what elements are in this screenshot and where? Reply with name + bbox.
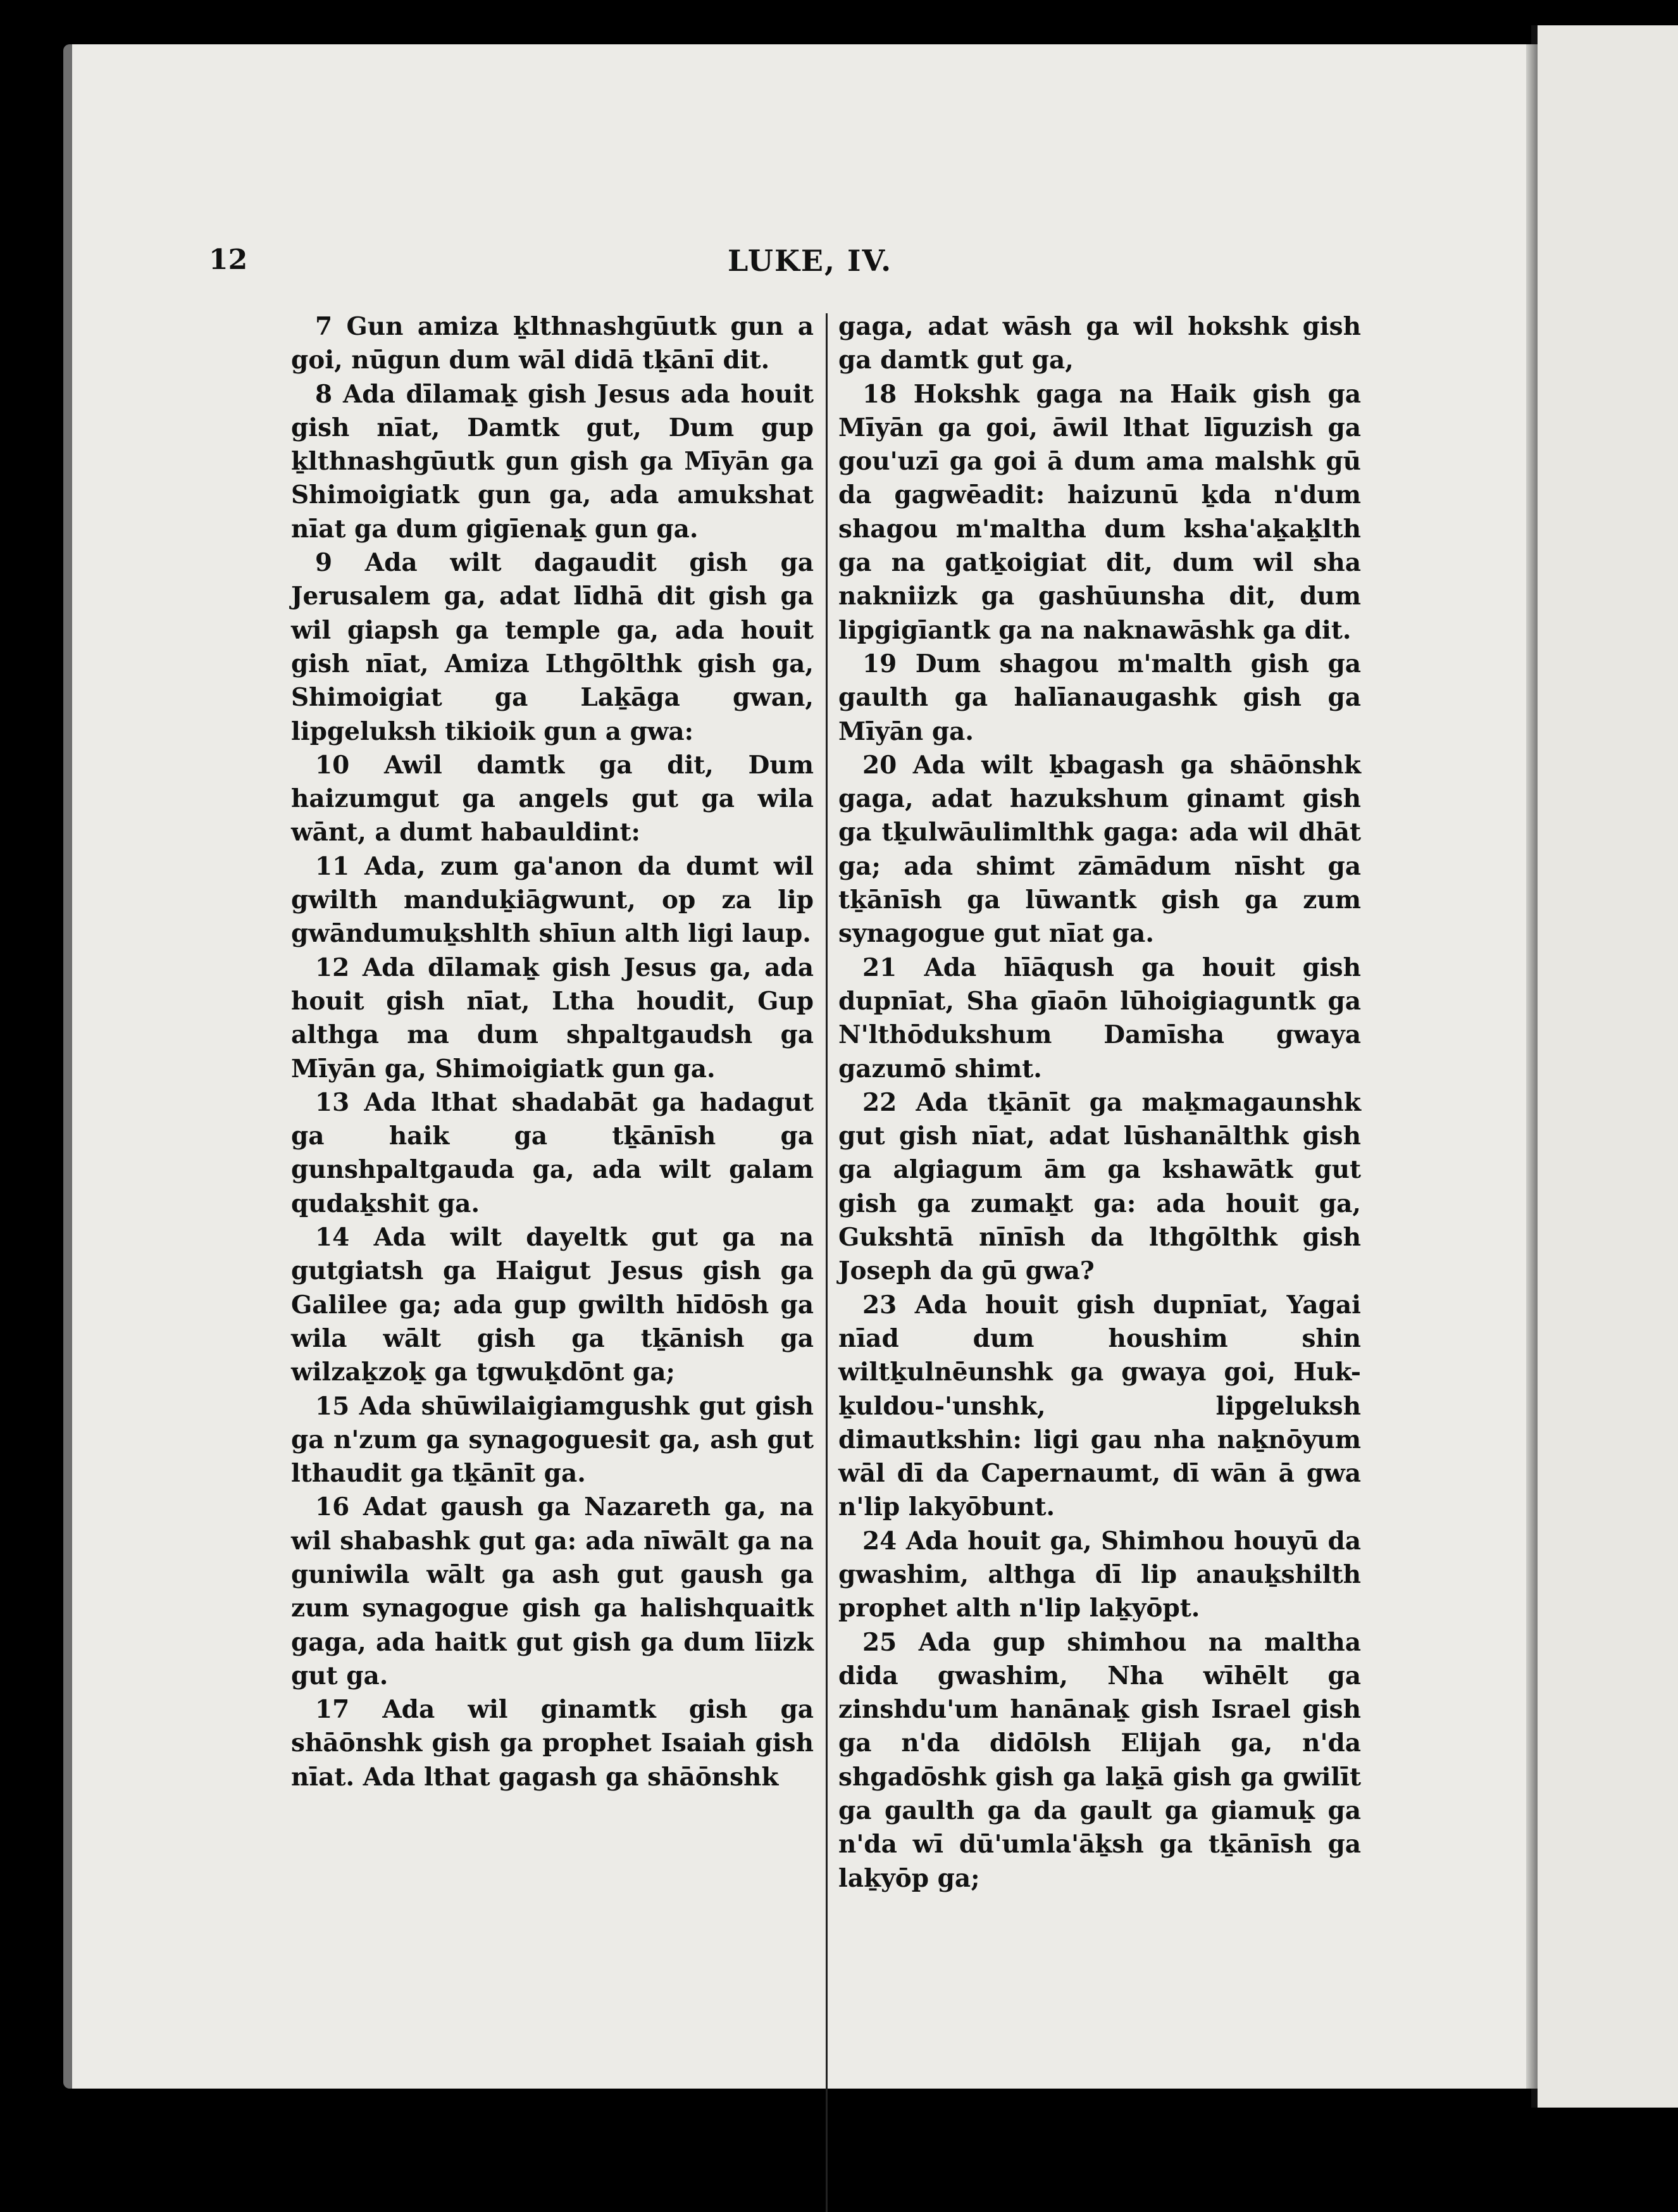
verse-paragraph: 22 Ada tḵānīt ga maḵmagaunshk gut gish nīat, adat lūshanālthk gish ga algiagum ām ga kshawātk gut gish ga zumaḵt ga: ada houit ga, Gukshtā nīnīsh da lthgōlthk gish Joseph da gū gwa?	[838, 1087, 1361, 1286]
verse-paragraph: 19 Dum shagou m'malth gish ga gaulth ga halīanaugashk gish ga Mīyān ga.	[838, 649, 1361, 746]
verse-paragraph: 14 Ada wilt dayeltk gut ga na gutgiatsh ga Haigut Jesus gish ga Galilee ga; ada gup gwilth hīdōsh ga wila wālt gish ga tḵānish ga wilzaḵzoḵ ga tgwuḵdōnt ga;	[291, 1223, 814, 1387]
verse-paragraph: 11 Ada, zum ga'anon da dumt wil gwilth manduḵiāgwunt, op za lip gwāndumuḵshlth shīun alth ligi laup.	[291, 851, 814, 949]
verse-paragraph: 21 Ada hīāqush ga houit gish dupnīat, Sha gīaōn lūhoigiaguntk ga N'lthōdukshum Damīsha gwaya gazumō shimt.	[838, 953, 1361, 1084]
left-column	[291, 310, 814, 1794]
page-title: LUKE, IV.	[728, 244, 893, 278]
verse-paragraph: 12 Ada dīlamaḵ gish Jesus ga, ada houit gish nīat, Ltha houdit, Gup althga ma dum shpaltgaudsh ga Mīyān ga, Shimoigiatk gun ga.	[291, 953, 814, 1084]
page-edge-shadow	[1526, 44, 1538, 2089]
running-head	[0, 244, 1678, 282]
verse-paragraph: 24 Ada houit ga, Shimhou houyū da gwashim, althga dī lip anauḵshilth prophet alth n'lip laḵyōpt.	[838, 1526, 1361, 1623]
verse-paragraph: 17 Ada wil ginamtk gish ga shāōnshk gish ga prophet Isaiah gish nīat. Ada lthat gagash ga shāōnshk	[291, 1695, 814, 1792]
verse-paragraph: 25 Ada gup shimhou na maltha dida gwashim, Nha wīhēlt ga zinshdu'um hanānaḵ gish Israel gish ga n'da didōlsh Elijah ga, n'da shgadōshk gish ga laḵā gish ga gwilīt ga gaulth ga da gault ga giamuḵ ga n'da wī dū'umla'āḵsh ga tḵānīsh ga laḵyōp ga;	[838, 1627, 1361, 1893]
verse-paragraph: 7 Gun amiza ḵlthnashgūutk gun a goi, nūgun dum wāl didā tḵānī dit.	[291, 312, 814, 375]
verse-paragraph: 10 Awil damtk ga dit, Dum haizumgut ga angels gut ga wila wānt, a dumt habauldint:	[291, 750, 814, 847]
verse-paragraph: 18 Hokshk gaga na Haik gish ga Mīyān ga goi, āwil lthat līguzish ga gou'uzī ga goi ā dum ama malshk gū da gagwēadit: haizunū ḵda n'dum shagou m'maltha dum ksha'aḵaḵlth ga na gatḵoigiat dit, dum wil sha nakniizk ga gashūunsha dit, dum lipgigīantk ga na naknawāshk ga dit.	[838, 379, 1361, 645]
page-number: 12	[209, 244, 248, 276]
verse-paragraph: 15 Ada shūwilaigiamgushk gut gish ga n'zum ga synagoguesit ga, ash gut lthaudit ga tḵānīt ga.	[291, 1391, 814, 1489]
facing-page-edge	[1538, 25, 1678, 2108]
verse-paragraph: 16 Adat gaush ga Nazareth ga, na wil shabashk gut ga: ada nīwālt ga na guniwila wālt ga ash gut gaush ga zum synagogue gish ga halishquaitk gaga, ada haitk gut gish ga dum līizk gut ga.	[291, 1492, 814, 1690]
verse-paragraph: gaga, adat wāsh ga wil hokshk gish ga damtk gut ga,	[838, 312, 1361, 375]
verse-paragraph: 13 Ada lthat shadabāt ga hadagut ga haik ga tḵānīsh ga gunshpaltgauda ga, ada wilt galam qudaḵshit ga.	[291, 1087, 814, 1218]
verse-paragraph: 20 Ada wilt ḵbagash ga shāōnshk gaga, adat hazukshum ginamt gish ga tḵulwāulimlthk gaga: ada wil dhāt ga; ada shimt zāmādum nīsht ga tḵānīsh ga lūwantk gish ga zum synagogue gut nīat ga.	[838, 750, 1361, 949]
column-rule	[826, 313, 828, 2212]
verse-paragraph: 9 Ada wilt dagaudit gish ga Jerusalem ga, adat līdhā dit gish ga wil giapsh ga temple ga, ada houit gish nīat, Amiza Lthgōlthk gish ga, Shimoigiat ga Laḵāga gwan, lipgeluksh tikioik gun a gwa:	[291, 548, 814, 746]
right-column	[838, 310, 1361, 1896]
verse-paragraph: 23 Ada houit gish dupnīat, Yagai nīad dum houshim shin wiltḵulnēunshk ga gwaya goi, Huk-ḵuldou-'unshk, lipgeluksh dimautkshin: ligi gau nha naḵnōyum wāl dī da Capernaumt, dī wān ā gwa n'lip lakyōbunt.	[838, 1290, 1361, 1522]
verse-paragraph: 8 Ada dīlamaḵ gish Jesus ada houit gish nīat, Damtk gut, Dum gup ḵlthnashgūutk gun gish ga Mīyān ga Shimoigiatk gun ga, ada amukshat nīat ga dum gigīenaḵ gun ga.	[291, 379, 814, 544]
